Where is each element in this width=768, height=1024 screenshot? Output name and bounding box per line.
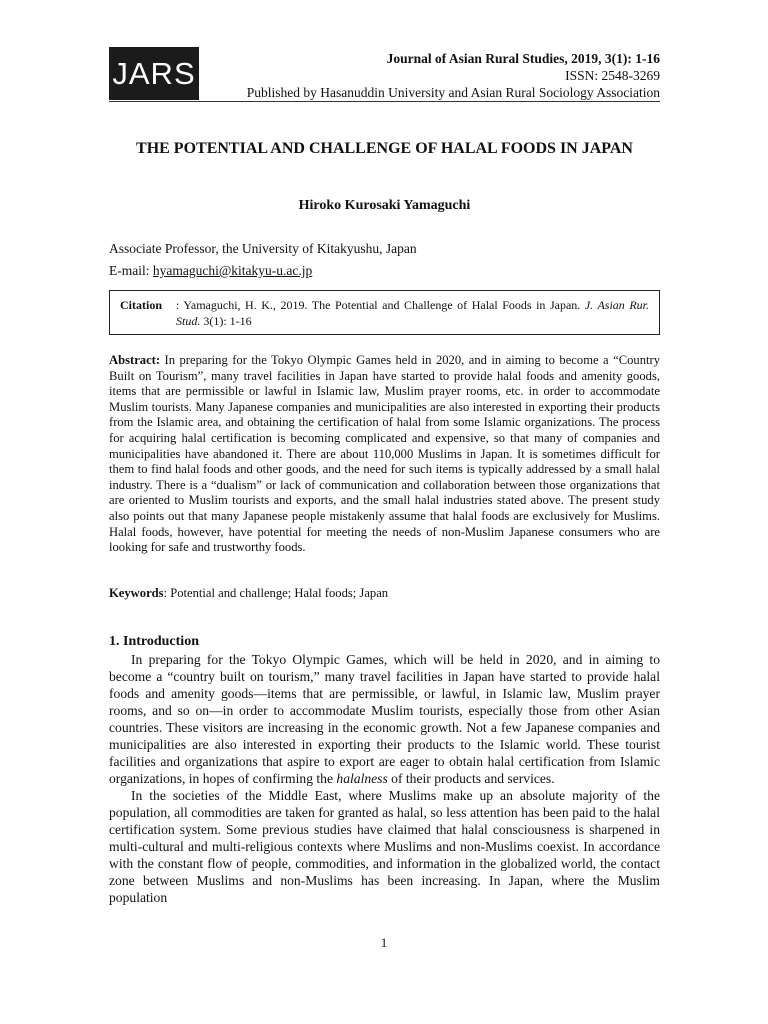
citation-tail: 3(1): 1-16 [200,314,252,328]
issn: ISSN: 2548-3269 [565,68,660,83]
citation-box [109,290,660,335]
header-divider [109,101,660,102]
paragraph: In the societies of the Middle East, where Muslims make up an absolute majority of the population, all commodities are taken for granted as halal, so less attention has been paid to the halal certification system. Some previous studies have claimed that halal consciousness is sharpened in multi-cultural and multi-religious contexts where Muslims and non-Muslims coexist. In accordance with the constant flow of people, commodities, and information in the globalized world, the contact zone between Muslims and non-Muslims has been increasing. In Japan, where the Muslim population [109,788,660,905]
keywords [109,585,660,601]
abstract-label: Abstract: [109,353,161,367]
email-label: E-mail: [109,263,153,278]
author-name: Hiroko Kurosaki Yamaguchi [298,198,471,213]
email-line [109,260,417,282]
publisher: Published by Hasanuddin University and Asian Rural Sociology Association [246,85,660,100]
citation-journal: J. Asian Rur. Stud. [176,298,649,328]
page-number: 1 [380,935,388,950]
section-heading: 1. Introduction [109,634,199,649]
abstract [109,353,660,556]
journal-name: Journal of Asian Rural Studies, 2019, 3(1): 1-16 [386,51,660,66]
citation-body: : Yamaguchi, H. K., 2019. The Potential and Challenge of Halal Foods in Japan. [176,298,585,312]
journal-logo [109,47,199,100]
logo-text: JARS [112,55,196,91]
journal-info [247,50,660,101]
email-link[interactable]: hyamaguchi@kitakyu-u.ac.jp [152,263,313,278]
paper-title: THE POTENTIAL AND CHALLENGE OF HALAL FOODS IN JAPAN [136,140,633,157]
paragraph-text: In preparing for the Tokyo Olympic Games, which will be held in 2020, and in aiming to become a “country built on tourism,” many travel facilities in Japan have started to provide halal foods and amenity goods—items that are permissible, or lawful, in Islamic law, Muslim prayer rooms, and so on—in order to accommodate Muslim tourists, especially those from other Asian countries. These visitors are increasing in the economic growth. Not a few Japanese companies and municipalities are also interested in exporting their products to the Islamic world. These tourist facilities and organizations that aspire to export are eager to obtain halal certification from Islamic organizations, in hopes of confirming the [109,652,660,786]
introduction-body [109,651,660,906]
paragraph [109,651,660,787]
italic-term: halalness [336,771,388,786]
keywords-text: : Potential and challenge; Halal foods; Japan [163,586,389,600]
abstract-text: In preparing for the Tokyo Olympic Games held in 2020, and in aiming to become a “Country Built on Tourism”, many travel facilities in Japan have started to provide halal foods and amenity goods, items that are permissible or lawful in Islamic law, Muslim prayer rooms, etc. in order to accommodate Muslim tourists. Many Japanese companies and municipalities are also interested in exporting their products from the Islamic area, and obtaining the certification of halal from some Islamic organizations. The process for acquiring halal certification is becoming complicated and expensive, so that many of companies and municipalities have abandoned it. There are about 110,000 Muslims in Japan. It is sometimes difficult for them to find halal foods and other goods, and the need for such items is typically addressed by a small halal industry. There is a “dualism” or lack of communication and collaboration between those organizations that are oriented to Muslim tourists and exports, and the small halal industries stated above. The present study also points out that many Japanese people mistakenly assume that halal foods are exclusively for Muslims. Halal foods, however, have potential for meeting the needs of non-Muslim Japanese consumers who are looking for safe and trustworthy foods. [109,353,660,555]
affiliation: Associate Professor, the University of Kitakyushu, Japan [109,241,417,256]
affiliation-block [109,238,417,282]
citation-text [176,297,649,330]
citation-label: Citation [120,298,162,312]
keywords-label: Keywords [109,586,164,600]
paragraph-text-end: of their products and services. [387,771,555,786]
